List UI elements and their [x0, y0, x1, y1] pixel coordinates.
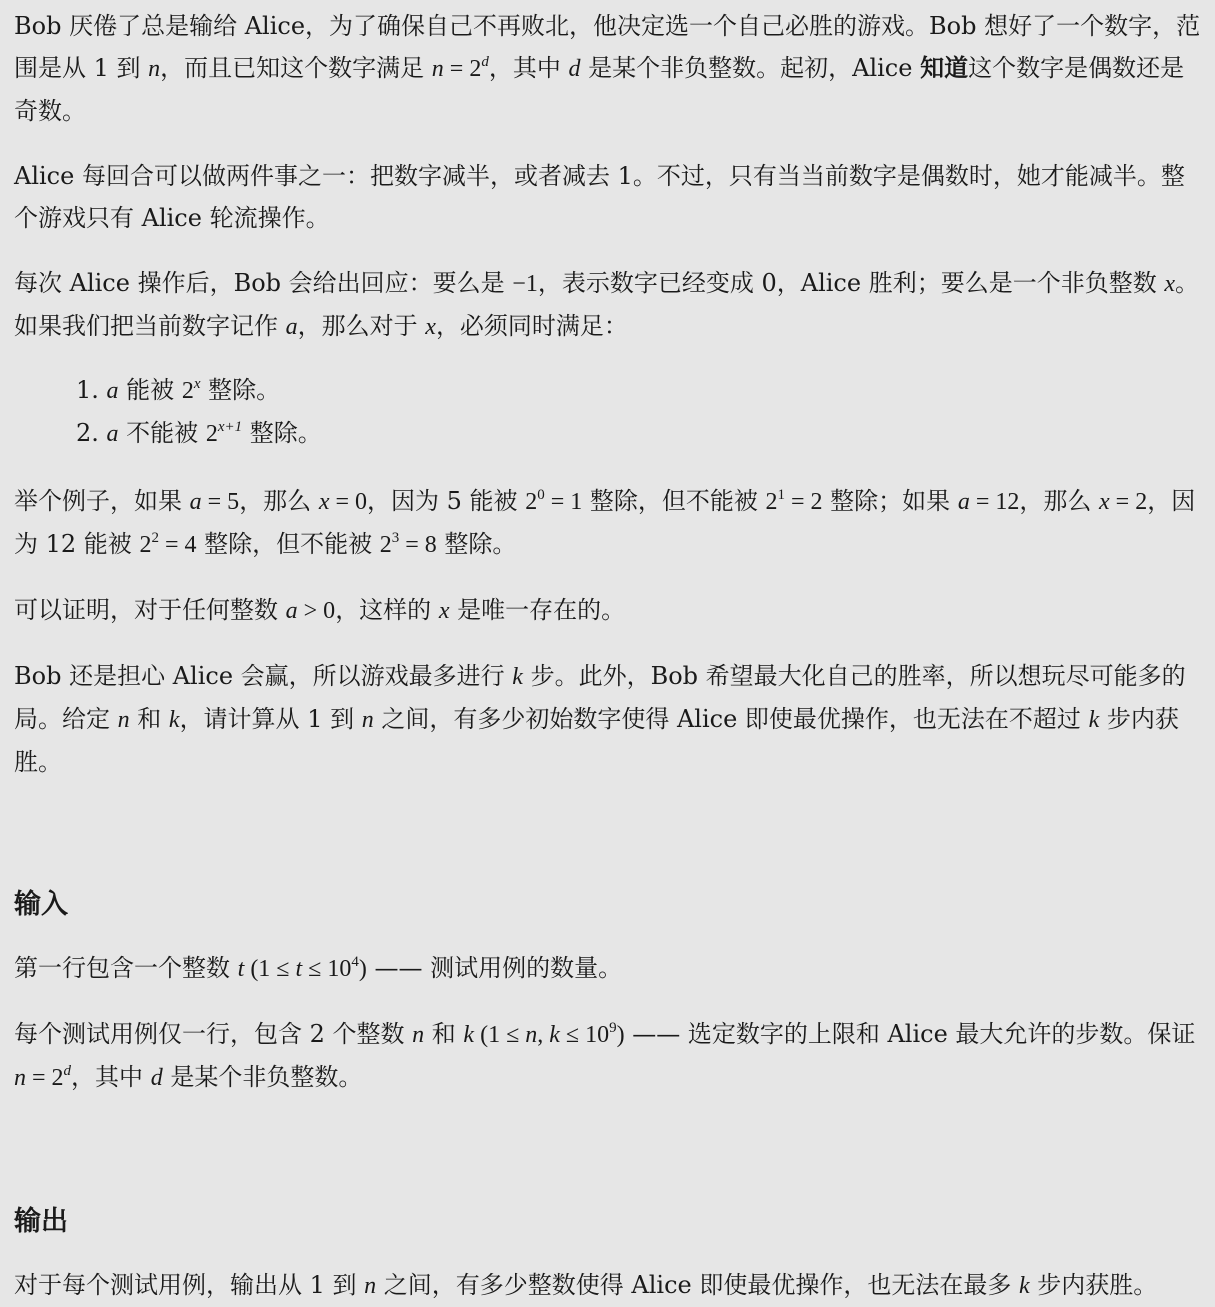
math-exp: 0 — [537, 487, 545, 503]
spacer — [14, 806, 1201, 884]
paragraph-uniqueness — [14, 589, 1201, 632]
math-n: n — [361, 707, 374, 733]
math-a: a — [957, 489, 970, 515]
math-minus-one: −1 — [512, 271, 538, 297]
math-eq: = — [443, 56, 470, 82]
text: 步内获胜。 — [1029, 1271, 1158, 1299]
text: 和 — [424, 1020, 464, 1048]
text: 是某个非负整数。起初，Alice — [580, 54, 921, 82]
paragraph-task — [14, 655, 1201, 783]
text: ，表示数字已经变成 0，Alice 胜利；要么是一个非负整数 — [537, 269, 1165, 297]
text: 整除。 — [200, 376, 281, 404]
math-exp-d: d — [481, 54, 489, 70]
text: 步。此外，Bob 希望最大化自己的胜率，所以想玩尽可能多的局。给定 — [14, 662, 1186, 733]
text: Bob 还是担心 Alice 会赢，所以游戏最多进行 — [14, 662, 513, 690]
text: ，那么 — [1019, 487, 1099, 515]
math-exp: 1 — [777, 487, 785, 503]
bold-know: 知道 — [920, 53, 969, 82]
text: ，那么 — [239, 487, 319, 515]
math-a: a — [106, 421, 119, 447]
math-eq: = 2 — [785, 489, 823, 515]
text: 整除，但不能被 — [582, 487, 766, 515]
input-line-1 — [14, 947, 1201, 990]
math-a: a — [285, 598, 298, 624]
math-exp: 9 — [609, 1020, 617, 1036]
math-eq: = 2 — [1115, 489, 1148, 515]
text: 能被 — [118, 376, 182, 404]
math-n: n — [525, 1022, 538, 1048]
math-eq: = 1 — [544, 489, 583, 515]
math-exp: 2 — [151, 530, 159, 546]
math-a: a — [189, 489, 202, 515]
text: ，这样的 — [335, 596, 439, 624]
text: ，因为 12 能被 — [14, 487, 1196, 558]
spacer — [14, 1122, 1201, 1201]
math-text: (1 ≤ — [474, 1022, 526, 1048]
math-n: n — [431, 56, 444, 82]
math-a: a — [285, 314, 298, 340]
text: 整除。 — [436, 530, 517, 558]
math-eq: = 12 — [975, 489, 1020, 515]
section-title-output: 输出 — [14, 1206, 68, 1237]
math-k: k — [512, 664, 523, 690]
math-text: ≤ 10 — [559, 1022, 610, 1048]
paragraph-example — [14, 480, 1201, 566]
text: Bob 厌倦了总是输给 Alice，为了确保自己不再败北，他决定选一个自己必胜的游戏。Bob 想好了一个数字，范围是从 1 到 — [14, 12, 1201, 82]
text: ，其中 — [71, 1063, 151, 1091]
text: 整除；如果 — [822, 487, 958, 515]
text: 举个例子，如果 — [14, 487, 190, 515]
math-k: k — [1088, 707, 1100, 733]
text: ，而且已知这个数字满足 — [160, 54, 432, 82]
math-x: x — [438, 598, 450, 624]
text: 是唯一存在的。 — [449, 596, 626, 624]
math-t: t — [237, 956, 245, 982]
text: 之间，有多少初始数字使得 Alice 即使最优操作，也无法在不超过 — [373, 705, 1089, 733]
math-eq: = 0 — [335, 489, 368, 515]
math-n-eq-2-d — [432, 56, 489, 82]
text: 步内获胜。 — [14, 705, 1179, 776]
paragraph-moves: Alice 每回合可以做两件事之一：把数字减半，或者减去 1。不过，只有当当前数字是偶数时，她才能减半。整个游戏只有 Alice 轮流操作。 — [14, 162, 1185, 232]
math-2: 2 — [469, 56, 482, 82]
math-2: 2 — [139, 532, 152, 558]
math-x: x — [425, 314, 436, 340]
text: —— 选定数字的上限和 Alice 最大允许的步数。保证 — [624, 1020, 1196, 1048]
text: ，其中 — [488, 54, 569, 82]
math-2: 2 — [525, 489, 538, 515]
math-exp: x+1 — [217, 419, 243, 435]
text: 整除，但不能被 — [196, 530, 380, 558]
math-k: k — [549, 1022, 560, 1048]
math-k: k — [463, 1022, 475, 1048]
text: ，请计算从 1 到 — [179, 705, 362, 733]
math-text: ) — [616, 1022, 625, 1048]
math-x: x — [318, 489, 330, 515]
conditions-list — [14, 369, 1201, 455]
text: 之间，有多少整数使得 Alice 即使最优操作，也无法在最多 — [376, 1271, 1019, 1299]
math-2: 2 — [765, 489, 778, 515]
math-2: 2 — [51, 1065, 64, 1091]
text: ，那么对于 — [297, 312, 426, 340]
condition-item — [76, 412, 1201, 455]
math-d: d — [568, 56, 581, 82]
math-x: x — [1099, 489, 1110, 515]
math-2: 2 — [181, 378, 194, 404]
output-line — [14, 1264, 1201, 1307]
text: ，因为 5 能被 — [367, 487, 526, 515]
math-gt: > 0 — [297, 598, 336, 624]
math-text: ≤ 10 — [302, 956, 352, 982]
math-n: n — [14, 1065, 26, 1091]
math-t: t — [295, 956, 303, 982]
math-n: n — [412, 1022, 425, 1048]
math-a: a — [106, 378, 119, 404]
text: ，必须同时满足： — [435, 312, 628, 340]
math-x: x — [1164, 271, 1175, 297]
math-n: n — [117, 707, 130, 733]
list-number: 1. — [76, 376, 99, 404]
text: —— 测试用例的数量。 — [366, 954, 623, 982]
text: 不能被 — [118, 419, 206, 447]
math-n: n — [364, 1273, 377, 1299]
text: 。如果我们把当前数字记作 — [14, 269, 1199, 340]
math-exp: 4 — [351, 954, 359, 970]
math-text: (1 ≤ — [244, 956, 296, 982]
math-k: k — [168, 707, 180, 733]
math-n: n — [148, 56, 161, 82]
text: 每个测试用例仅一行，包含 2 个整数 — [14, 1020, 413, 1048]
text: 和 — [129, 705, 169, 733]
paragraph-intro — [14, 5, 1201, 132]
math-d: d — [150, 1065, 163, 1091]
math-2: 2 — [379, 532, 392, 558]
condition-item — [76, 369, 1201, 412]
math-text: , — [537, 1022, 550, 1048]
math-eq: = 8 — [399, 532, 437, 558]
math-eq: = — [26, 1065, 52, 1091]
math-eq: = 4 — [158, 532, 197, 558]
text: 这个数字是偶数还是奇数。 — [14, 54, 1185, 125]
math-k: k — [1019, 1273, 1030, 1299]
text: 整除。 — [242, 419, 322, 447]
math-eq: = 5 — [207, 489, 240, 515]
math-text: ) — [358, 956, 367, 982]
text: 可以证明，对于任何整数 — [14, 596, 286, 624]
math-exp: 3 — [391, 530, 400, 546]
math-exp: x — [193, 376, 201, 392]
section-title-input: 输入 — [14, 889, 68, 920]
text: 是某个非负整数。 — [162, 1063, 363, 1091]
text: 对于每个测试用例，输出从 1 到 — [14, 1271, 365, 1299]
math-exp-d: d — [63, 1063, 72, 1079]
input-line-2 — [14, 1013, 1201, 1099]
list-number: 2. — [76, 419, 99, 447]
text: 第一行包含一个整数 — [14, 954, 238, 982]
paragraph-bob-response — [14, 262, 1201, 348]
math-2: 2 — [205, 421, 218, 447]
text: 每次 Alice 操作后，Bob 会给出回应：要么是 — [14, 269, 513, 297]
